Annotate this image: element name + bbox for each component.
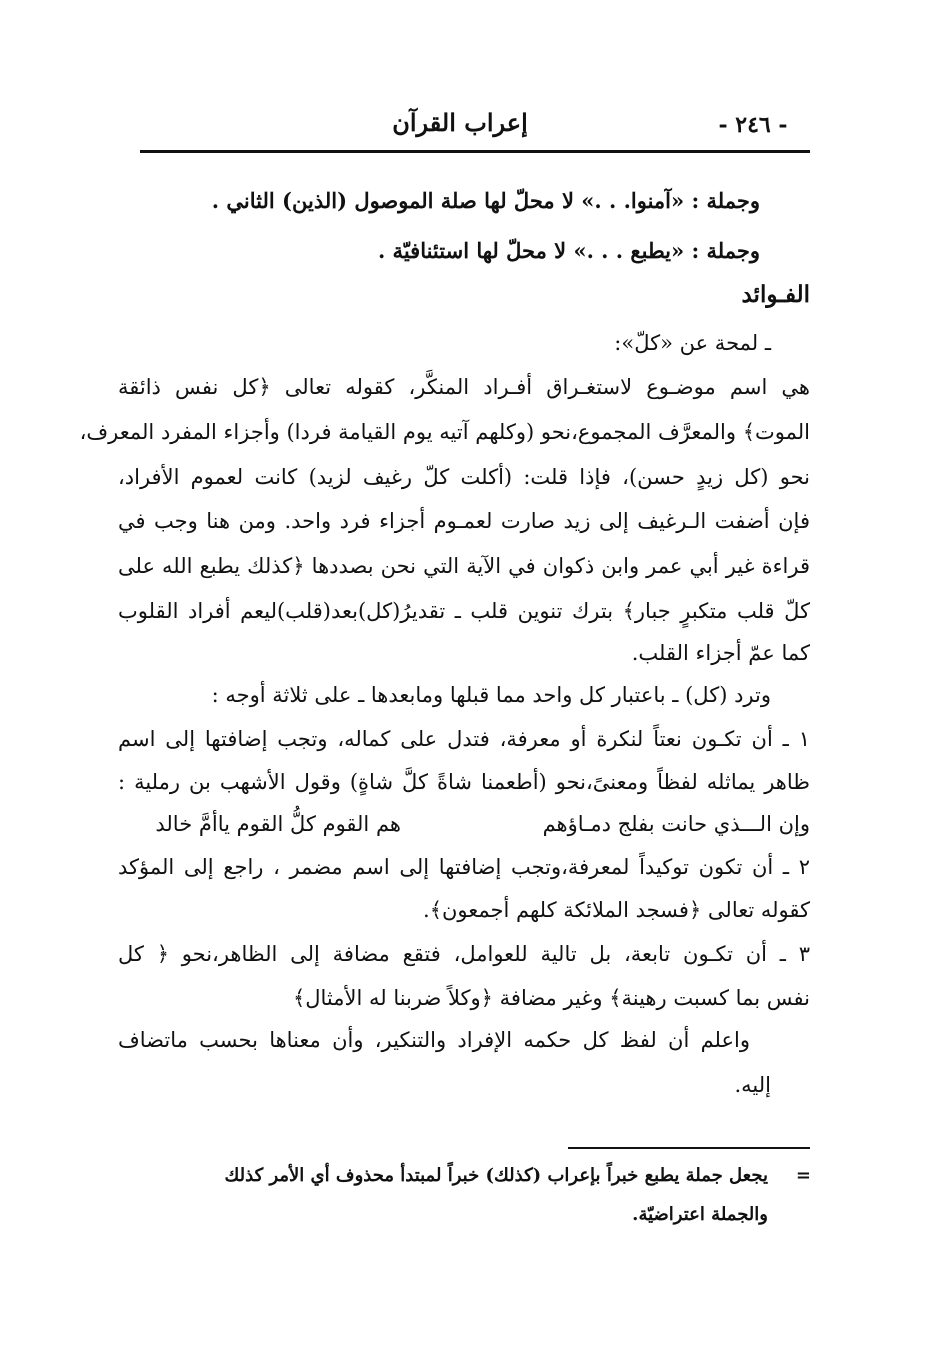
paragraph-line: ظاهر يماثله لفظاً ومعنىً،نحو (أطعمنا شاةً كلَّ شاةٍ) وقول الأشهب بن رملية : [118, 770, 810, 794]
running-title: إعراب القرآن [392, 108, 528, 137]
paragraph-line: إليه. [734, 1073, 771, 1097]
paragraph-line: فإن أضفت الـرغيف إلى زيد صارت لعمـوم أجزاء فرد واحد. ومن هنا وجب في [118, 509, 810, 533]
paragraph-line: هي اسم موضـوع لاستغـراق أفـراد المنكَّر، كقوله تعالى ﴿كل نفس ذائقة [118, 375, 810, 399]
subheading-kull: ـ لمحة عن «كلّ»: [614, 331, 771, 355]
paragraph-line: كلّ قلب متكبرٍ جبار﴾ بترك تنوين قلب ـ تقديرُ(كل)بعد(قلب)ليعم أفراد القلوب [118, 599, 810, 623]
paragraph-line: قراءة غير أبي عمر وابن ذكوان في الآية التي نحن بصددها ﴿كذلك يطبع الله على [118, 554, 810, 578]
footnote-line-1: يجعل جملة يطبع خبراً بإعراب (كذلك) خبراً لمبتدأ محذوف أي الأمر كذلك [224, 1165, 768, 1186]
paragraph-line: ٢ ـ أن تكون توكيداً لمعرفة،وتجب إضافتها إلى اسم مضمر ، راجع إلى المؤكد [118, 855, 810, 879]
footnote-mark: = [795, 1165, 811, 1186]
header-rule [140, 150, 810, 153]
paragraph-line: نحو (كل زيدٍ حسن)، فإذا قلت: (أكلت كلّ رغيف لزيد) كانت لعموم الأفراد، [118, 465, 810, 489]
verse-first-hemistich: وإن الـــذي حانت بفلج دمـاؤهم [542, 812, 810, 836]
paragraph-line: كقوله تعالى ﴿فسجد الملائكة كلهم أجمعون﴾. [423, 898, 810, 922]
sentence-line-1: وجملة : «آمنوا. . .» لا محلّ لها صلة الموصول (الذين) الثاني . [211, 188, 760, 213]
footnote-rule [568, 1147, 810, 1149]
paragraph-line: ٣ ـ أن تكـون تابعة، بل تالية للعوامل، فتقع مضافة إلى الظاهر،نحو ﴿ كل [118, 942, 810, 966]
verse-second-hemistich: هم القوم كلُّ القوم ياأمَّ خالد [155, 812, 401, 836]
paragraph-line: نفس بما كسبت رهينة﴾ وغير مضافة ﴿وكلاً ضربنا له الأمثال﴾ [292, 986, 810, 1010]
paragraph-line: كما عمّ أجزاء القلب. [631, 641, 810, 665]
sentence-line-2: وجملة : «يطبع . . .» لا محلّ لها استئنافيّة . [377, 238, 760, 263]
footnote-line-2: والجملة اعتراضيّة. [632, 1204, 768, 1225]
paragraph-line: واعلم أن لفظ كل حكمه الإفراد والتنكير، وأن معناها بحسب ماتضاف [118, 1028, 750, 1052]
page-number: - ٢٤٦ - [718, 112, 788, 138]
paragraph-line: الموت﴾ والمعرَّف المجموع،نحو (وكلهم آتيه يوم القيامة فردا) وأجزاء المفرد المعرف، [79, 420, 810, 444]
paragraph-line: وترد (كل) ـ باعتبار كل واحد مما قبلها ومابعدها ـ على ثلاثة أوجه : [211, 683, 771, 707]
section-heading: الفـوائد [741, 281, 810, 308]
paragraph-line: ١ ـ أن تكـون نعتاً لنكرة أو معرفة، فتدل على كماله، وتجب إضافتها إلى اسم [118, 727, 810, 751]
